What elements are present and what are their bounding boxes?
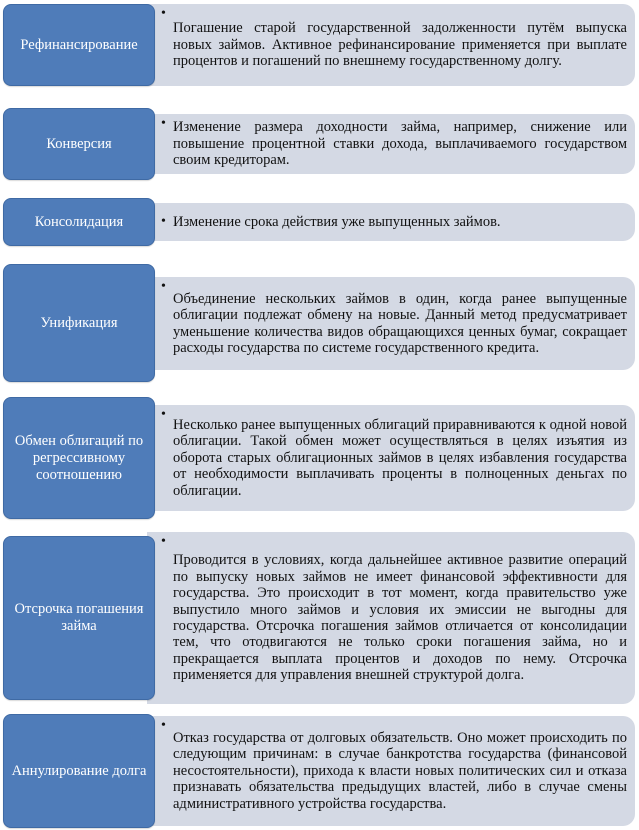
desc-text: Проводится в условиях, когда дальнейшее активное развитие операций по выпуску новых займов не имеет финансовой эффективности для государства. Это происходит в тот момент, когда правительство уже выпустило много займов и условия их эмиссии не выгодны для государства. Отсрочка погашения займов отличается от консолидации тем, что отодвигаются не только сроки погашения займа, но и прекращается выплата процентов и доходов по нему. Отсрочка применяется для управления внешней структурой долга. xyxy=(173,552,627,684)
desc-text: Изменение размера доходности займа, например, снижение или повышение процентной ставки дохода, выплачиваемого государством своим кредиторам. xyxy=(173,119,627,169)
desc-text: Погашение старой государственной задолженности путём выпуска новых займов. Активное рефинансирование применяется при выплате процентов и погашений по внешнему государственному долгу. xyxy=(173,20,627,70)
bullet-icon: • xyxy=(161,279,166,294)
row-consolidation xyxy=(0,198,639,246)
desc-unification xyxy=(147,277,635,370)
label-annulment: Аннулирование долга xyxy=(3,714,155,828)
bullet-icon: • xyxy=(161,214,166,229)
label-regressive-exchange: Обмен облигаций по регрессивному соотношению xyxy=(3,397,155,519)
desc-consolidation xyxy=(147,203,635,241)
row-regressive-exchange xyxy=(0,397,639,519)
desc-text: Отказ государства от долговых обязательств. Оно может происходить по следующим причинам: в случае банкротства государства (финансовой несостоятельности), прихода к власти новых политических сил и отказа признавать обязательства предыдущих властей, либо в случае смены административного устройства государства. xyxy=(173,729,627,812)
bullet-icon: • xyxy=(161,534,166,549)
bullet-icon: • xyxy=(161,718,166,733)
desc-text: Несколько ранее выпущенных облигаций приравниваются к одной новой облигации. Такой обмен может осуществляться в целях изъятия из оборота старых облигационных займов в целях избавления государства от необходимости выплачивать проценты в полноценных деньгах по облигации. xyxy=(173,416,627,499)
desc-refinancing xyxy=(147,4,635,86)
row-conversion xyxy=(0,108,639,180)
row-deferral xyxy=(0,532,639,704)
desc-annulment xyxy=(147,716,635,826)
bullet-icon: • xyxy=(161,116,166,131)
label-conversion: Конверсия xyxy=(3,108,155,180)
label-unification: Унификация xyxy=(3,264,155,382)
row-annulment xyxy=(0,714,639,828)
desc-regressive-exchange xyxy=(147,405,635,511)
bullet-icon: • xyxy=(161,6,166,21)
desc-conversion xyxy=(147,114,635,174)
label-deferral: Отсрочка погашения займа xyxy=(3,536,155,700)
row-refinancing xyxy=(0,0,639,90)
desc-text: Изменение срока действия уже выпущенных займов. xyxy=(173,213,501,230)
desc-deferral xyxy=(147,532,635,704)
row-unification xyxy=(0,264,639,382)
label-refinancing: Рефинансирование xyxy=(3,4,155,86)
bullet-icon: • xyxy=(161,407,166,422)
desc-text: Объединение нескольких займов в один, когда ранее выпущенные облигации подлежат обмену на новые. Данный метод предусматривает уменьшение количества видов обращающихся ценных бумаг, сокращает расходы государства по системе государственного кредита. xyxy=(173,290,627,356)
label-consolidation: Консолидация xyxy=(3,198,155,246)
